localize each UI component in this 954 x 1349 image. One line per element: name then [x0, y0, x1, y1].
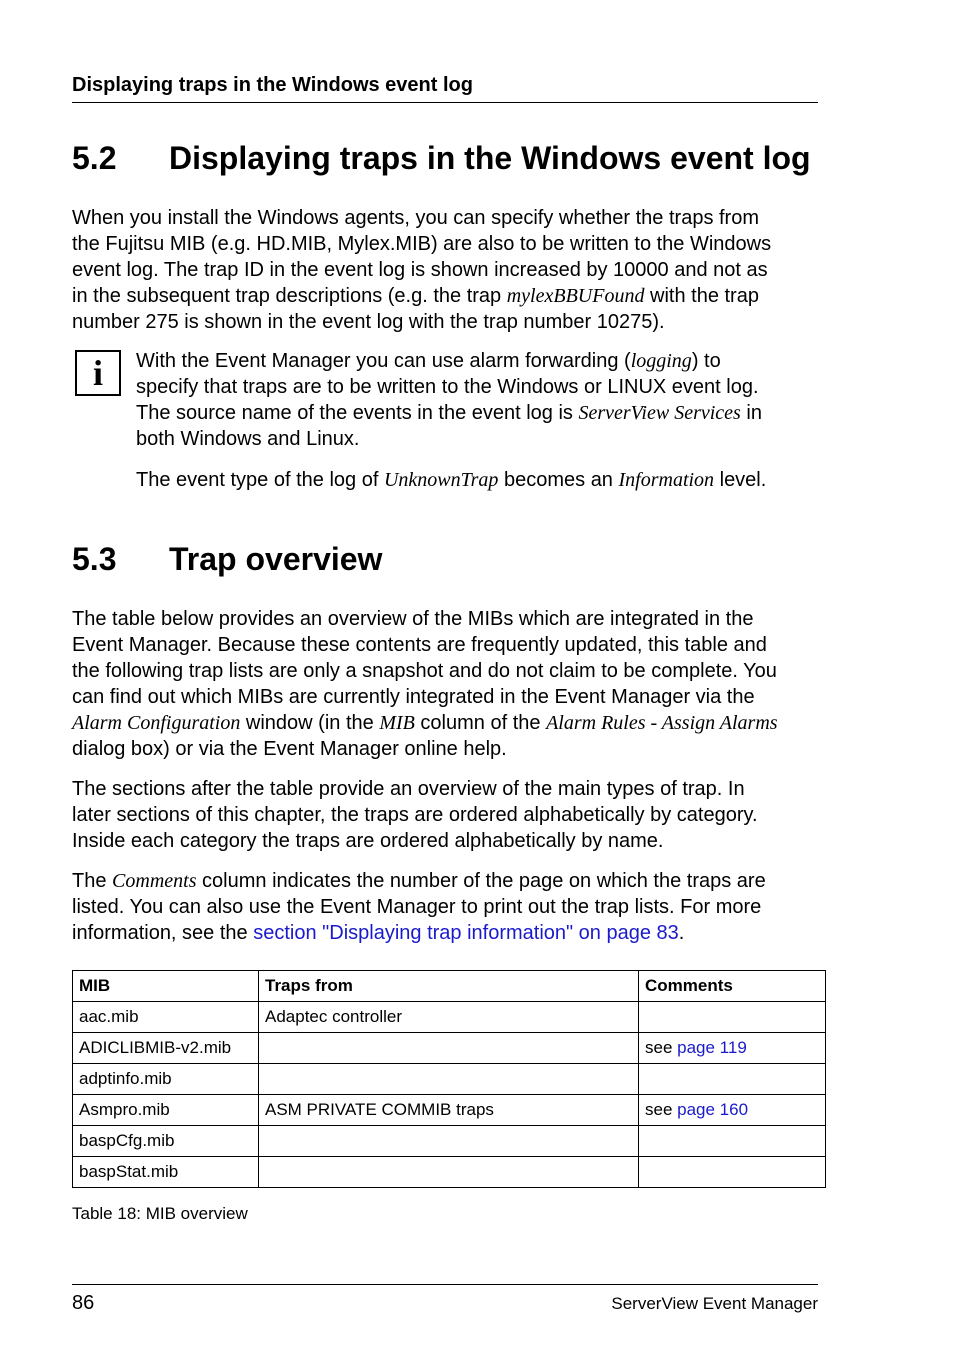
- table-row: [73, 1126, 826, 1157]
- table-row: [73, 1064, 826, 1095]
- info-note-paragraph-2: [136, 467, 818, 493]
- cross-reference-link[interactable]: section "Displaying trap information" on page 83: [253, 922, 679, 944]
- header-rule: [72, 102, 818, 103]
- page-link[interactable]: page 160: [677, 1100, 749, 1119]
- cell-comments: [639, 1064, 826, 1095]
- table-row: [73, 1002, 826, 1033]
- service-name: ServerView Services: [578, 402, 741, 424]
- text-line: When you install the Windows agents, you can specify whether the traps from: [72, 207, 760, 229]
- section-5-2-heading: [72, 138, 811, 178]
- cell-traps: Adaptec controller: [259, 1002, 639, 1033]
- text-line: The table below provides an overview of the MIBs which are integrated in the: [72, 608, 754, 630]
- cell-comments: see page 160: [639, 1095, 826, 1126]
- table-row: [73, 1157, 826, 1188]
- text-line: listed. You can also use the Event Manager to print out the trap lists. For more: [72, 896, 762, 918]
- table-row: [73, 1095, 826, 1126]
- text-line: Inside each category the traps are ordered alphabetically by name.: [72, 830, 664, 852]
- info-icon: i: [75, 350, 121, 396]
- section-5-3-paragraph-3: [72, 868, 818, 946]
- section-title: Displaying traps in the Windows event log: [169, 140, 811, 176]
- trap-name: mylexBBUFound: [506, 285, 645, 307]
- section-title: Trap overview: [169, 541, 383, 577]
- text-line: both Windows and Linux.: [136, 428, 360, 450]
- cell-comments: see page 119: [639, 1033, 826, 1064]
- text-line: With the Event Manager you can use alarm forwarding (logging) to: [136, 350, 721, 372]
- section-5-2-paragraph: [72, 205, 818, 335]
- cell-traps: [259, 1157, 639, 1188]
- column-header-comments: Comments: [639, 971, 826, 1002]
- table-header-row: [73, 971, 826, 1002]
- cell-traps: ASM PRIVATE COMMIB traps: [259, 1095, 639, 1126]
- text-line: Alarm Configuration window (in the MIB column of the Alarm Rules - Assign Alarms: [72, 712, 778, 734]
- text-line: the following trap lists are only a snapshot and do not claim to be complete. You: [72, 660, 777, 682]
- cell-comments: [639, 1126, 826, 1157]
- section-number: 5.3: [72, 541, 117, 577]
- cell-mib: baspCfg.mib: [73, 1126, 259, 1157]
- running-head: Displaying traps in the Windows event log: [72, 74, 473, 96]
- footer-rule: [72, 1284, 818, 1285]
- text-line: can find out which MIBs are currently integrated in the Event Manager via the: [72, 686, 755, 708]
- option-name: logging: [630, 350, 692, 372]
- section-5-3-heading: [72, 539, 382, 579]
- footer-product-name: ServerView Event Manager: [611, 1294, 818, 1313]
- cell-traps: [259, 1126, 639, 1157]
- text-line: The event type of the log of UnknownTrap becomes an Information level.: [136, 469, 767, 491]
- page-link[interactable]: page 119: [677, 1038, 747, 1057]
- cell-mib: aac.mib: [73, 1002, 259, 1033]
- text-line: the Fujitsu MIB (e.g. HD.MIB, Mylex.MIB) are also to be written to the Windows: [72, 233, 772, 255]
- cell-mib: ADICLIBMIB-v2.mib: [73, 1033, 259, 1064]
- text-line: dialog box) or via the Event Manager online help.: [72, 738, 507, 760]
- text-line: Event Manager. Because these contents are frequently updated, this table and: [72, 634, 767, 656]
- column-header-traps-from: Traps from: [259, 971, 639, 1002]
- table-caption: Table 18: MIB overview: [72, 1204, 248, 1223]
- cell-mib: baspStat.mib: [73, 1157, 259, 1188]
- text-line: information, see the section "Displaying trap information" on page 83.: [72, 922, 685, 944]
- cell-mib: adptinfo.mib: [73, 1064, 259, 1095]
- cell-traps: [259, 1064, 639, 1095]
- cell-mib: Asmpro.mib: [73, 1095, 259, 1126]
- text-line: later sections of this chapter, the traps are ordered alphabetically by category.: [72, 804, 758, 826]
- mib-overview-table: [72, 970, 826, 1188]
- text-line: The sections after the table provide an overview of the main types of trap. In: [72, 778, 745, 800]
- cell-traps: [259, 1033, 639, 1064]
- text-line: The Comments column indicates the number of the page on which the traps are: [72, 870, 766, 892]
- text-line: in the subsequent trap descriptions (e.g. the trap mylexBBUFound with the trap: [72, 285, 759, 307]
- cell-comments: [639, 1157, 826, 1188]
- text-line: specify that traps are to be written to the Windows or LINUX event log.: [136, 376, 759, 398]
- section-5-3-paragraph-2: [72, 776, 818, 854]
- page-number: 86: [72, 1292, 95, 1314]
- table-row: [73, 1033, 826, 1064]
- text-line: number 275 is shown in the event log with the trap number 10275).: [72, 311, 665, 333]
- info-note-text: [136, 348, 818, 452]
- section-5-3-paragraph-1: [72, 606, 818, 762]
- text-line: event log. The trap ID in the event log is shown increased by 10000 and not as: [72, 259, 768, 281]
- text-line: The source name of the events in the event log is ServerView Services in: [136, 402, 762, 424]
- cell-comments: [639, 1002, 826, 1033]
- section-number: 5.2: [72, 140, 117, 176]
- column-header-mib: MIB: [73, 971, 259, 1002]
